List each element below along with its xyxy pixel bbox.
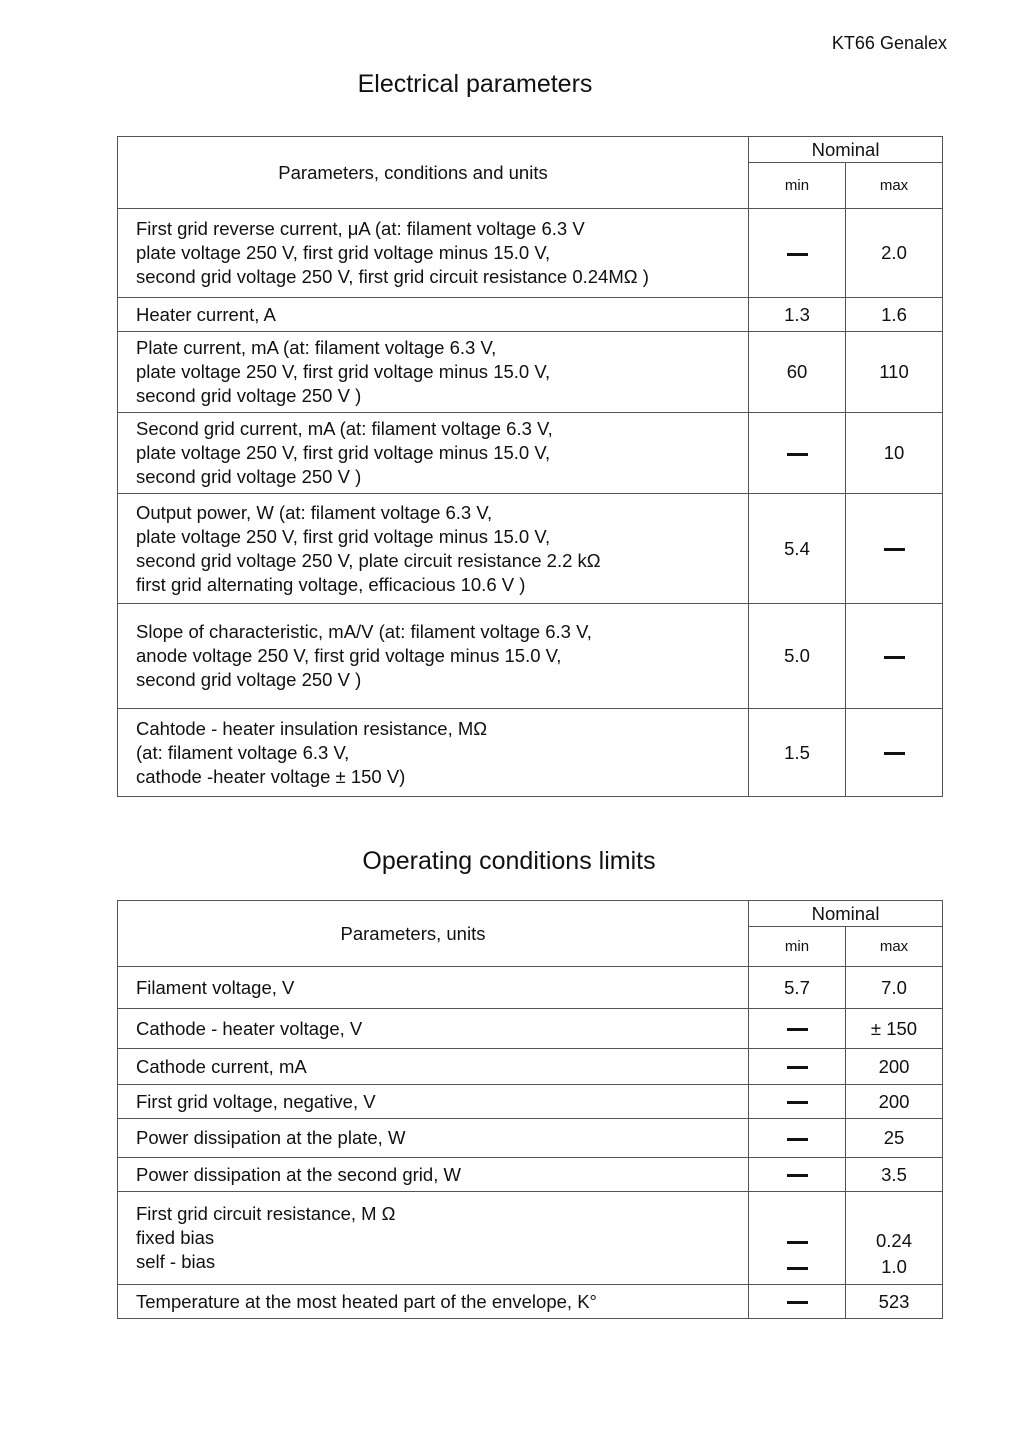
min-value	[749, 1009, 846, 1049]
max-value: 25	[846, 1119, 943, 1158]
max-value-line: 0.24	[876, 1230, 913, 1251]
table-row	[118, 604, 943, 709]
parameter-line: Plate current, mA (at: filament voltage 6.3 V,	[136, 337, 497, 358]
min-value: 5.0	[749, 604, 846, 709]
min-value	[749, 1285, 846, 1319]
max-value	[846, 1192, 943, 1285]
parameter-line: First grid reverse current, μA (at: filament voltage 6.3 V	[136, 218, 585, 239]
parameter-line: Output power, W (at: filament voltage 6.3 V,	[136, 501, 493, 523]
dash-mark	[787, 1101, 808, 1104]
parameter-line: Heater current, A	[136, 303, 276, 325]
min-value-line	[749, 1228, 845, 1254]
dash-mark	[884, 752, 905, 755]
parameter-description	[118, 1192, 749, 1285]
dash-mark	[787, 1267, 808, 1270]
parameter-description	[118, 1158, 749, 1192]
table-row	[118, 709, 943, 797]
table-row	[118, 332, 943, 413]
min-value-line	[749, 1254, 845, 1280]
table-row	[118, 1085, 943, 1119]
table-row	[118, 1049, 943, 1085]
max-value: 3.5	[846, 1158, 943, 1192]
param-column-header: Parameters, conditions and units	[118, 137, 749, 209]
table-row	[118, 298, 943, 332]
parameter-line: (at: filament voltage 6.3 V,	[136, 741, 350, 763]
max-value	[846, 494, 943, 604]
max-value: 7.0	[846, 967, 943, 1009]
dash-mark	[787, 1301, 808, 1304]
dash-mark	[787, 1028, 808, 1031]
parameter-description	[118, 1119, 749, 1158]
dash-mark	[787, 1066, 808, 1069]
parameter-line: second grid voltage 250 V )	[136, 466, 362, 487]
max-value-line: 1.0	[881, 1256, 907, 1277]
parameter-line: second grid voltage 250 V, first grid circuit resistance 0.24MΩ )	[136, 266, 649, 287]
table-row	[118, 1192, 943, 1285]
parameter-description	[118, 494, 749, 604]
max-value: 200	[846, 1085, 943, 1119]
min-value	[749, 1158, 846, 1192]
table-row	[118, 1285, 943, 1319]
parameter-line: Cathode current, mA	[136, 1055, 307, 1077]
parameter-line: second grid voltage 250 V )	[136, 385, 362, 406]
min-value	[749, 1192, 846, 1285]
document-header-model: KT66 Genalex	[831, 33, 947, 53]
table-row	[118, 1119, 943, 1158]
parameter-line: First grid voltage, negative, V	[136, 1090, 376, 1112]
parameter-line: plate voltage 250 V, first grid voltage minus 15.0 V,	[136, 442, 551, 463]
min-value: 1.3	[749, 298, 846, 332]
parameter-description	[118, 1085, 749, 1119]
parameter-line: fixed bias	[136, 1227, 215, 1248]
parameter-line: Filament voltage, V	[136, 976, 295, 998]
electrical-parameters-body	[118, 209, 943, 797]
operating-conditions-table	[117, 900, 943, 1319]
table-row	[118, 967, 943, 1009]
min-value: 5.7	[749, 967, 846, 1009]
param-column-header: Parameters, units	[118, 901, 749, 967]
table-row	[118, 413, 943, 494]
parameter-description	[118, 298, 749, 332]
min-value: 1.5	[749, 709, 846, 797]
parameter-description	[118, 209, 749, 298]
electrical-parameters-table	[117, 136, 943, 797]
parameter-line: self - bias	[136, 1251, 216, 1272]
table-row	[118, 1009, 943, 1049]
max-value	[846, 709, 943, 797]
parameter-line: first grid alternating voltage, efficacious 10.6 V )	[136, 573, 526, 595]
min-value-line	[749, 1202, 845, 1228]
parameter-line: second grid voltage 250 V, plate circuit resistance 2.2 kΩ	[136, 549, 601, 571]
parameter-line: Slope of characteristic, mA/V (at: filament voltage 6.3 V,	[136, 621, 592, 642]
max-value: 1.6	[846, 298, 943, 332]
parameter-description	[118, 413, 749, 494]
parameter-description	[118, 604, 749, 709]
max-value: 200	[846, 1049, 943, 1085]
parameter-line: Cahtode - heater insulation resistance, MΩ	[136, 717, 488, 739]
dash-mark	[884, 548, 905, 551]
nominal-column-header: Nominal	[749, 901, 943, 927]
parameter-description	[118, 1009, 749, 1049]
operating-conditions-title: Operating conditions limits	[362, 847, 656, 875]
min-value	[749, 413, 846, 494]
parameter-description	[118, 1049, 749, 1085]
parameter-description	[118, 1285, 749, 1319]
parameter-description	[118, 967, 749, 1009]
min-value	[749, 1119, 846, 1158]
parameter-line: Temperature at the most heated part of the envelope, K°	[136, 1290, 597, 1312]
max-value: 2.0	[846, 209, 943, 298]
min-value: 60	[749, 332, 846, 413]
min-value	[749, 1049, 846, 1085]
electrical-parameters-title: Electrical parameters	[357, 70, 593, 98]
dash-mark	[787, 1138, 808, 1141]
max-column-header: max	[846, 927, 943, 967]
max-value	[846, 604, 943, 709]
table-row	[118, 494, 943, 604]
parameter-line: Second grid current, mA (at: filament voltage 6.3 V,	[136, 418, 553, 439]
parameter-description	[118, 332, 749, 413]
nominal-column-header: Nominal	[749, 137, 943, 163]
parameter-line: plate voltage 250 V, first grid voltage minus 15.0 V,	[136, 361, 551, 382]
min-value	[749, 1085, 846, 1119]
table-row	[118, 1158, 943, 1192]
max-value: 10	[846, 413, 943, 494]
dash-mark	[787, 253, 808, 256]
max-column-header: max	[846, 163, 943, 209]
dash-mark	[787, 1174, 808, 1177]
parameter-description	[118, 709, 749, 797]
parameter-line: second grid voltage 250 V )	[136, 669, 362, 690]
table-row	[118, 209, 943, 298]
parameter-line: anode voltage 250 V, first grid voltage minus 15.0 V,	[136, 645, 562, 666]
parameter-line: cathode -heater voltage ± 150 V)	[136, 765, 406, 787]
parameter-line: plate voltage 250 V, first grid voltage minus 15.0 V,	[136, 242, 551, 263]
dash-mark	[884, 656, 905, 659]
operating-conditions-body	[118, 967, 943, 1319]
dash-mark	[787, 453, 808, 456]
min-column-header: min	[749, 927, 846, 967]
parameter-line: Power dissipation at the plate, W	[136, 1127, 406, 1148]
parameter-line: First grid circuit resistance, M Ω	[136, 1203, 396, 1224]
parameter-line: Power dissipation at the second grid, W	[136, 1163, 461, 1185]
min-value: 5.4	[749, 494, 846, 604]
min-column-header: min	[749, 163, 846, 209]
parameter-line: Cathode - heater voltage, V	[136, 1017, 363, 1039]
max-value-line	[846, 1202, 942, 1228]
max-value: 523	[846, 1285, 943, 1319]
dash-mark	[787, 1241, 808, 1244]
parameter-line: plate voltage 250 V, first grid voltage minus 15.0 V,	[136, 525, 551, 547]
max-value: 110	[846, 332, 943, 413]
min-value	[749, 209, 846, 298]
max-value: ± 150	[846, 1009, 943, 1049]
